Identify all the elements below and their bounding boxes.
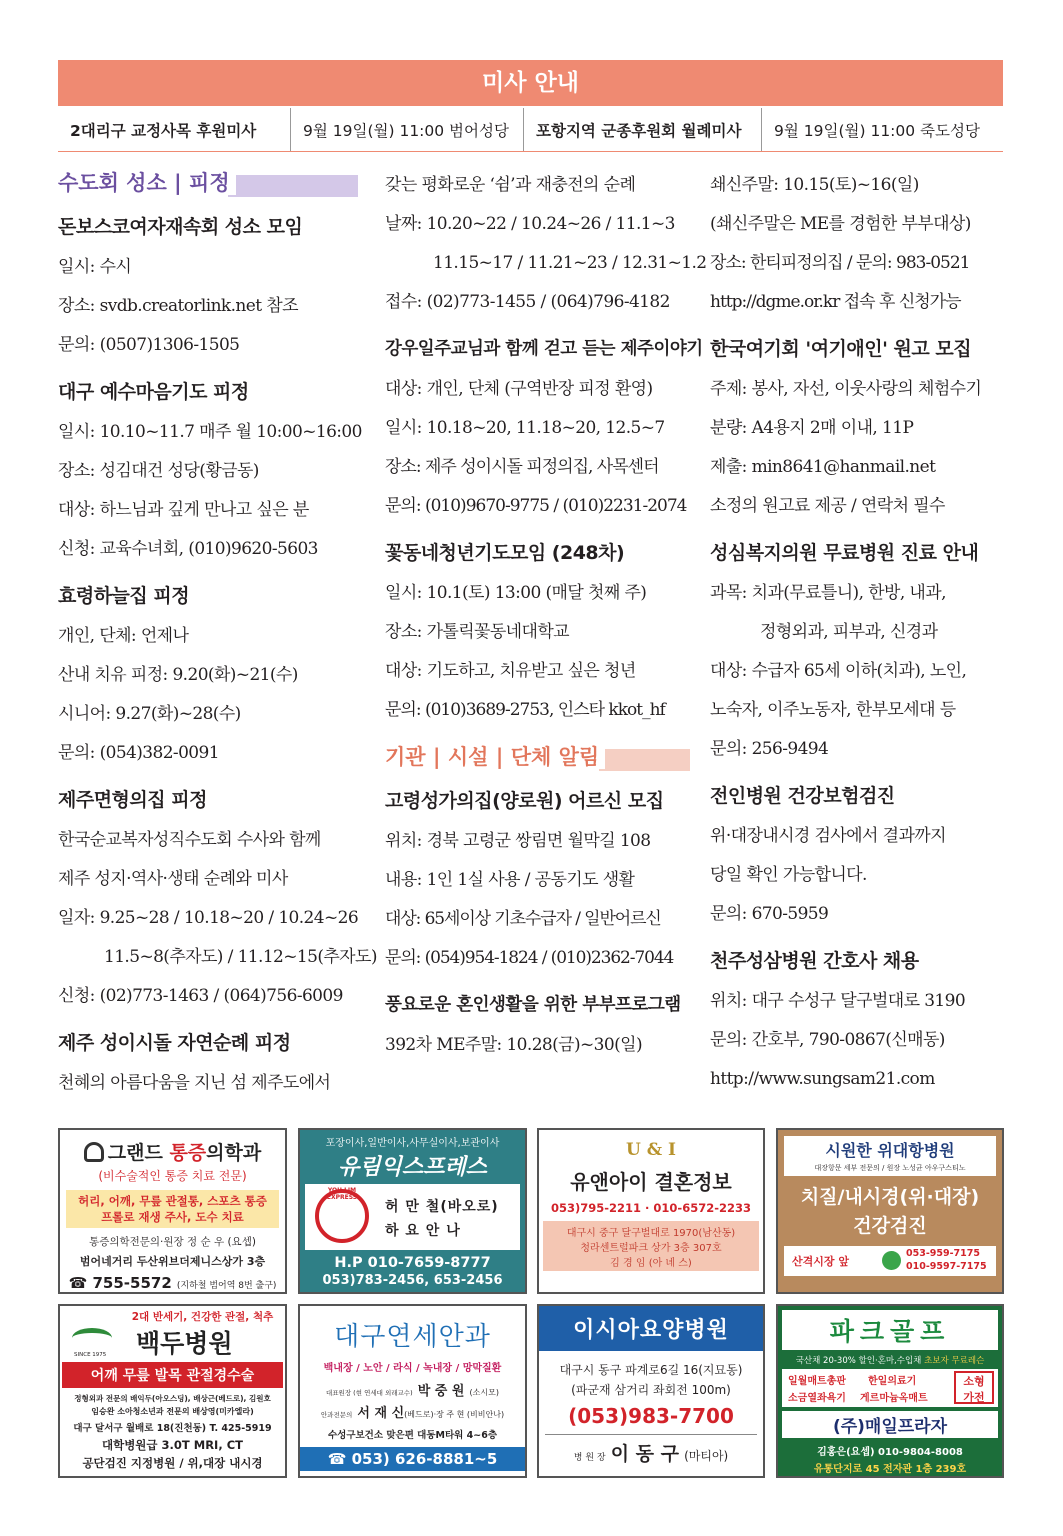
column-1 <box>58 166 377 1103</box>
ad-phone: H.P 010-7659-8777 <box>334 1255 491 1271</box>
ad-daegu-yonsei-eye <box>298 1304 527 1478</box>
ad-badge <box>954 1371 994 1404</box>
column-3 <box>710 166 1010 1099</box>
notice-title: 돈보스코여자재속회 성소 모임 <box>58 216 303 238</box>
ad-director: 병 원 장 이 동 구 (마티아) <box>545 1434 757 1466</box>
ad-title-row <box>60 1324 285 1362</box>
notice-line: 문의: (010)9670-9775 / (010)2231-2074 <box>385 496 687 516</box>
notice-line: 장소: 제주 성이시돌 피정의집, 사목센터 <box>385 457 659 477</box>
ad-line: 치질/내시경(위·대장) <box>800 1186 980 1208</box>
notice-line: 11.15~17 / 11.21~23 / 12.31~1.2 <box>433 253 707 273</box>
ad-banner: 어깨 무릎 발목 관절경수술 <box>62 1362 283 1388</box>
ad-line: 허리, 어깨, 무릎 관절통, 스포츠 통증 <box>78 1194 267 1208</box>
notice-line: 대상: 하느님과 깊게 만나고 싶은 분 <box>58 500 309 520</box>
ad-since: SINCE 1975 <box>74 1352 107 1358</box>
notice-line: 천혜의 아름다움을 지닌 섬 제주도에서 <box>58 1073 331 1093</box>
ad-product: 일월매트총판 <box>788 1376 846 1387</box>
notice-line: 문의: (0507)1306-1505 <box>58 335 240 355</box>
ad-highlight <box>66 1190 279 1228</box>
ad-line: 임승완 소아청소년과 전문의 배상영(미카엘라) <box>91 1407 254 1416</box>
notice-title: 풍요로운 혼인생활을 위한 부부프로그램 <box>385 995 681 1015</box>
notice-line: 대상: 수급자 65세 이하(치과), 노인, <box>710 661 967 681</box>
mass-name: 포항지역 군종후원회 월례미사 <box>524 108 762 151</box>
notice-line: 제출: min8641@hanmail.net <box>710 457 936 477</box>
notice-line: 일시: 10.1(토) 13:00 (매달 첫째 주) <box>385 583 647 603</box>
notice-line: 문의: 간호부, 790-0867(신매동) <box>710 1030 945 1050</box>
ad-line: 프롤로 재생 주사, 도수 치료 <box>101 1210 244 1224</box>
ad-address: 수성구보건소 맞은편 대동M타워 4~6층 <box>327 1430 498 1441</box>
ad-products <box>782 1369 998 1407</box>
notice-title: 고령성가의집(양로원) 어르신 모집 <box>385 790 664 812</box>
notice-title: 대구 예수마음기도 피정 <box>58 381 249 403</box>
ad-person: 김 경 임 (아 녜 스) <box>610 1258 692 1269</box>
notice-line: 장소: 성김대건 성당(황금동) <box>58 461 259 481</box>
ad-address: 대구 달서구 월배로 18(진천동) T. 425-5919 <box>73 1423 272 1434</box>
section-heading: 기관 | 시설 | 단체 알림 <box>385 740 690 774</box>
notice-line: 문의: 670-5959 <box>710 904 829 924</box>
notice-line: 과목: 치과(무료틀니), 한방, 내과, <box>710 583 946 603</box>
ad-logo: U & I <box>626 1140 676 1160</box>
ad-highlight <box>543 1221 759 1271</box>
notice-line: 장소: svdb.creatorlink.net 참조 <box>58 296 298 316</box>
mass-time: 9월 19일(월) 11:00 죽도성당 <box>774 121 980 140</box>
ad-isia-nursing-hospital <box>537 1304 765 1478</box>
ad-owner: 하 요 안 나 <box>385 1223 461 1239</box>
column-2 <box>385 166 707 1065</box>
notice-line: 392차 ME주말: 10.28(금)~30(일) <box>385 1035 642 1055</box>
notice-line: 위·대장내시경 검사에서 결과까지 <box>710 826 946 846</box>
ad-product: 한일의료기 <box>868 1376 917 1387</box>
ad-title: 이시아요양병원 <box>539 1306 763 1351</box>
ad-line: 건강검진 <box>853 1215 927 1237</box>
notice-line: http://dgme.or.kr 접속 후 신청가능 <box>710 292 961 312</box>
notice-line: 대상: 기도하고, 치유받고 싶은 청년 <box>385 661 636 681</box>
notice-title: 강우일주교님과 함께 걷고 듣는 제주이야기 <box>385 339 703 359</box>
ad-address: 청라센트럴파크 상가 3층 307호 <box>580 1243 722 1254</box>
notice-title: 꽃동네청년기도모임 (248차) <box>385 542 625 564</box>
ad-header <box>784 1136 996 1176</box>
ad-doctor: 통증의학전문의·원장 정 순 우 (요셉) <box>89 1236 256 1248</box>
ad-widaehang-hospital <box>776 1128 1004 1294</box>
notice-line: 내용: 1인 1실 사용 / 공동기도 생활 <box>385 870 635 890</box>
ad-owner: 허 만 철(바오로) <box>385 1199 499 1215</box>
ad-product: 게르마늄옥매트 <box>860 1393 928 1404</box>
notice-line: http://www.sungsam21.com <box>710 1069 935 1089</box>
notice-line: 일시: 10.10~11.7 매주 월 10:00~16:00 <box>58 422 362 442</box>
ad-address: (파군재 삼거리 좌회전 100m) <box>571 1383 731 1397</box>
notice-line: 날짜: 10.20~22 / 10.24~26 / 11.1~3 <box>385 214 675 234</box>
notice-line: 장소: 가톨릭꽃동네대학교 <box>385 622 569 642</box>
ad-address: 대구시 중구 달구벌대로 1970(남산동) <box>566 1228 736 1239</box>
ad-doctor: 안과전문의 서 재 신(베드로)·장 주 현 (비비안나) <box>320 1406 505 1421</box>
ad-phone: 053)783-2456, 653-2456 <box>322 1273 503 1288</box>
ad-top-line: 2대 반세기, 건강한 관절, 척추 <box>131 1311 274 1323</box>
notice-line: 일시: 10.18~20, 11.18~20, 12.5~7 <box>385 418 665 438</box>
ad-address: 유통단지로 45 전자관 1층 239호 <box>813 1464 967 1475</box>
notice-line: 제주 성지·역사·생태 순례와 미사 <box>58 869 288 889</box>
notice-line: 분량: A4용지 2매 이내, 11P <box>710 418 914 438</box>
notice-title: 천주성삼병원 간호사 채용 <box>710 950 919 972</box>
ad-address: 범어네거리 두산위브더제니스상가 3층 <box>79 1255 266 1268</box>
ad-person: 김홍은(요셉) 010-9804-8008 <box>817 1447 963 1458</box>
ad-yurim-express <box>298 1128 527 1294</box>
ad-line: 정형외과 전문의 배익두(아오스딩), 배상근(베드로), 김원호 <box>74 1394 271 1403</box>
ad-top-line: 포장이사,일반이사,사무실이사,보관이사 <box>325 1138 500 1149</box>
ad-subtitle: (비수술적인 통증 치료 전문) <box>98 1169 247 1183</box>
ad-grand-pain-clinic <box>58 1128 287 1294</box>
mountain-logo-icon <box>72 1328 112 1348</box>
notice-line: 위치: 대구 수성구 달구벌대로 3190 <box>710 991 966 1011</box>
ad-product: 소금열좌욕기 <box>788 1393 846 1404</box>
mass-time: 9월 19일(월) 11:00 범어성당 <box>291 108 524 151</box>
notice-line: 일시: 수시 <box>58 257 132 277</box>
ad-phone: ☎ 053) 626-8881~5 <box>300 1447 525 1471</box>
ad-strip: 국산채 20-30% 할인·혼마,수입채 초보자 무료레슨 <box>795 1356 985 1366</box>
notice-title: 전인병원 건강보험검진 <box>710 785 895 807</box>
notice-line: 문의: (054)382-0091 <box>58 743 219 763</box>
ad-title: 백두병원 <box>136 1329 233 1358</box>
mass-name: 2대리구 교정사목 후원미사 <box>58 108 291 151</box>
notice-line: 대상: 개인, 단체 (구역반장 피정 환영) <box>385 379 653 399</box>
ad-baekdu-hospital <box>58 1304 287 1478</box>
ad-phone: ☎ 755-5572 (지하철 범어역 8번 출구) <box>68 1274 277 1292</box>
ad-title: 대구연세안과 <box>334 1322 491 1352</box>
notice-title: 성심복지의원 무료병원 진료 안내 <box>710 542 979 564</box>
notice-line: 위치: 경북 고령군 쌍림면 월막길 108 <box>385 831 651 851</box>
ad-title: 유앤아이 결혼정보 <box>570 1170 732 1194</box>
notice-line: 갖는 평화로운 ‘쉼’과 재충전의 순례 <box>385 175 636 195</box>
notice-line: 신청: (02)773-1463 / (064)756-6009 <box>58 986 343 1006</box>
ad-tags: 백내장 / 노안 / 라식 / 녹내장 / 망막질환 <box>323 1363 502 1374</box>
notice-title: 효령하늘집 피정 <box>58 585 190 607</box>
notice-line: 소정의 원고료 제공 / 연락처 필수 <box>710 496 945 516</box>
section-heading: 수도회 성소 | 피정 <box>58 166 358 200</box>
ad-line: 대학병원급 3.0T MRI, CT <box>101 1438 243 1452</box>
notice-line: 한국순교복자성직수도회 수사와 함께 <box>58 830 321 850</box>
ad-u-and-i-marriage <box>537 1128 765 1294</box>
notice-title: 제주면형의집 피정 <box>58 789 207 811</box>
notice-line: 11.5~8(추자도) / 11.12~15(추자도) <box>104 947 377 967</box>
ad-title: 유림익스프레스 <box>338 1155 487 1180</box>
notice-line: 일자: 9.25~28 / 10.18~20 / 10.24~26 <box>58 908 359 928</box>
ad-footer <box>784 1246 996 1276</box>
mass-header: 미사 안내 <box>58 60 1003 106</box>
notice-line: 개인, 단체: 언제나 <box>58 626 189 646</box>
ad-park-golf-maeil-plaza <box>776 1304 1004 1478</box>
notice-line: 쇄신주말: 10.15(토)~16(일) <box>710 175 919 195</box>
clinic-logo-icon <box>84 1142 104 1162</box>
ad-badge: YOU LIM EXPRESS <box>326 1187 358 1201</box>
ad-doctor: 대표원장 (현 연세대 외래교수) 박 중 원 (소시모) <box>326 1384 499 1399</box>
mass-schedule-row <box>58 108 1003 152</box>
notice-line: 시니어: 9.27(화)~28(수) <box>58 704 241 724</box>
notice-line: 주제: 봉사, 자선, 이웃사랑의 체험수기 <box>710 379 982 399</box>
notice-line: (쇄신주말은 ME를 경험한 부부대상) <box>710 214 971 234</box>
notice-line: 문의: (054)954-1824 / (010)2362-7044 <box>385 948 674 968</box>
notice-line: 문의: 256-9494 <box>710 739 829 759</box>
notice-line: 당일 확인 가능합니다. <box>710 865 867 885</box>
notice-line: 접수: (02)773-1455 / (064)796-4182 <box>385 292 670 312</box>
ad-body <box>305 1184 520 1250</box>
ad-title: 파크골프 <box>782 1310 998 1350</box>
notice-line: 노숙자, 이주노동자, 한부모세대 등 <box>710 700 956 720</box>
notice-line: 장소: 한티피정의집 / 문의: 983-0521 <box>710 253 970 273</box>
ad-title: 그랜드 통증의학과 <box>60 1138 285 1165</box>
notice-line: 신청: 교육수녀회, (010)9620-5603 <box>58 539 318 559</box>
phone-icon <box>882 1251 901 1270</box>
ad-badge-line: 소형 <box>963 1375 985 1388</box>
notice-title: 제주 성이시돌 자연순례 피정 <box>58 1032 291 1054</box>
notice-line: 정형외과, 피부과, 신경과 <box>760 622 938 642</box>
notice-line: 산내 치유 피정: 9.20(화)~21(수) <box>58 665 298 685</box>
notice-line: 문의: (010)3689-2753, 인스타 kkot_hf <box>385 700 665 720</box>
ad-phone: 053)795-2211 · 010-6572-2233 <box>551 1201 751 1215</box>
ad-phone: 053-959-7175 <box>906 1248 980 1259</box>
ad-phone: (053)983-7700 <box>568 1404 734 1428</box>
notice-line: 대상: 65세이상 기초수급자 / 일반어르신 <box>385 909 661 929</box>
ad-line: 공단검진 지정병원 / 위,대장 내시경 <box>82 1456 263 1470</box>
ad-title: 시원한 위대항병원 <box>825 1141 955 1160</box>
ad-company: (주)매일프라자 <box>782 1411 998 1438</box>
ad-address: 대구시 동구 파계로6길 16(지묘동) <box>559 1363 743 1377</box>
ad-phone: 010-9597-7175 <box>906 1261 987 1272</box>
ad-badge-line: 가전 <box>963 1391 985 1404</box>
ad-subtitle: 대장항문 세부 전문의 / 원장 노성균 아우구스티노 <box>814 1164 966 1172</box>
ad-location: 산격시장 앞 <box>792 1255 849 1268</box>
notice-title: 한국여기회 '여기애인' 원고 모집 <box>710 338 972 360</box>
